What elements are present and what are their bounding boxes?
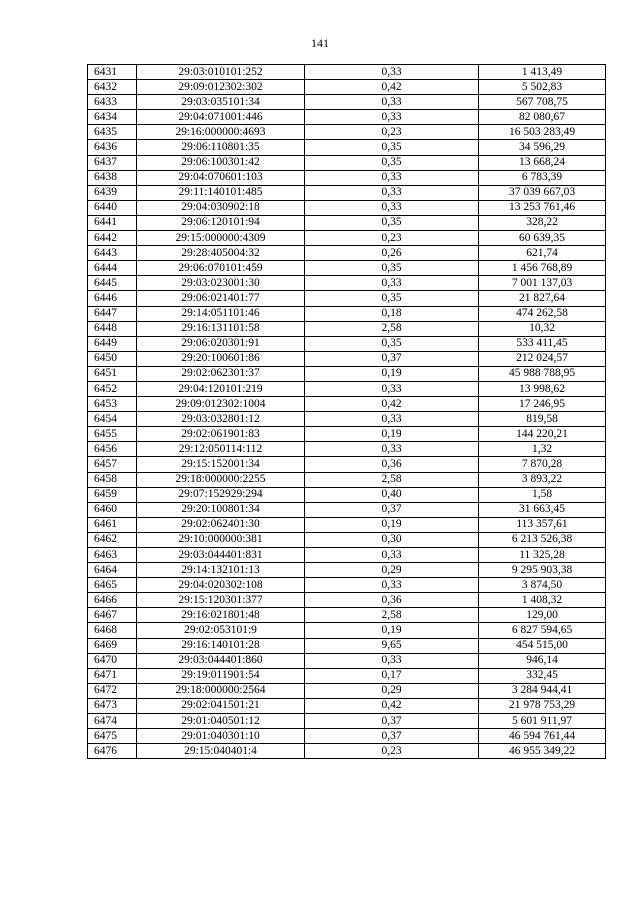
table-row — [88, 291, 606, 306]
table-row — [88, 306, 606, 321]
row-number-cell: 6472 — [88, 683, 137, 698]
cadastral-number-cell: 29:09:012302:302 — [137, 80, 305, 95]
amount-cell: 45 988 788,95 — [479, 366, 606, 381]
cadastral-number-cell: 29:01:040501:12 — [137, 714, 305, 729]
table-row — [88, 472, 606, 487]
table-row — [88, 563, 606, 578]
amount-cell: 37 039 667,03 — [479, 185, 606, 200]
table-row — [88, 276, 606, 291]
rate-cell: 0,35 — [305, 140, 479, 155]
cadastral-number-cell: 29:04:120101:219 — [137, 381, 305, 396]
cadastral-number-cell: 29:04:071001:446 — [137, 110, 305, 125]
cadastral-number-cell: 29:03:032801:12 — [137, 412, 305, 427]
row-number-cell: 6443 — [88, 246, 137, 261]
rate-cell: 0,33 — [305, 276, 479, 291]
rate-cell: 0,26 — [305, 246, 479, 261]
amount-cell: 1 408,32 — [479, 593, 606, 608]
row-number-cell: 6455 — [88, 427, 137, 442]
table-row — [88, 381, 606, 396]
rate-cell: 0,33 — [305, 548, 479, 563]
row-number-cell: 6461 — [88, 517, 137, 532]
amount-cell: 10,32 — [479, 321, 606, 336]
rate-cell: 2,58 — [305, 321, 479, 336]
rate-cell: 0,33 — [305, 185, 479, 200]
row-number-cell: 6476 — [88, 744, 137, 759]
amount-cell: 144 220,21 — [479, 427, 606, 442]
table-row — [88, 608, 606, 623]
cadastral-number-cell: 29:15:120301:377 — [137, 593, 305, 608]
rate-cell: 0,23 — [305, 744, 479, 759]
cadastral-number-cell: 29:02:062401:30 — [137, 517, 305, 532]
table-row — [88, 261, 606, 276]
row-number-cell: 6435 — [88, 125, 137, 140]
rate-cell: 0,23 — [305, 125, 479, 140]
cadastral-number-cell: 29:28:405004:32 — [137, 246, 305, 261]
amount-cell: 31 663,45 — [479, 502, 606, 517]
cadastral-number-cell: 29:16:140101:28 — [137, 638, 305, 653]
table-row — [88, 729, 606, 744]
rate-cell: 0,33 — [305, 578, 479, 593]
rate-cell: 0,37 — [305, 351, 479, 366]
cadastral-number-cell: 29:04:030902:18 — [137, 200, 305, 215]
cadastral-number-cell: 29:19:011901:54 — [137, 668, 305, 683]
row-number-cell: 6441 — [88, 215, 137, 230]
table-row — [88, 95, 606, 110]
amount-cell: 13 668,24 — [479, 155, 606, 170]
rate-cell: 0,33 — [305, 412, 479, 427]
amount-cell: 533 411,45 — [479, 336, 606, 351]
rate-cell: 0,29 — [305, 683, 479, 698]
amount-cell: 34 596,29 — [479, 140, 606, 155]
table-row — [88, 593, 606, 608]
table-row — [88, 668, 606, 683]
data-table — [87, 64, 606, 759]
amount-cell: 60 639,35 — [479, 231, 606, 246]
cadastral-number-cell: 29:03:010101:252 — [137, 65, 305, 80]
row-number-cell: 6457 — [88, 457, 137, 472]
table-row — [88, 548, 606, 563]
row-number-cell: 6446 — [88, 291, 137, 306]
table-row — [88, 336, 606, 351]
amount-cell: 621,74 — [479, 246, 606, 261]
amount-cell: 16 503 283,49 — [479, 125, 606, 140]
amount-cell: 21 978 753,29 — [479, 698, 606, 713]
cadastral-number-cell: 29:06:120101:94 — [137, 215, 305, 230]
row-number-cell: 6458 — [88, 472, 137, 487]
table-row — [88, 638, 606, 653]
amount-cell: 567 708,75 — [479, 95, 606, 110]
table-row — [88, 125, 606, 140]
cadastral-number-cell: 29:11:140101:485 — [137, 185, 305, 200]
row-number-cell: 6442 — [88, 231, 137, 246]
table-row — [88, 366, 606, 381]
amount-cell: 13 253 761,46 — [479, 200, 606, 215]
rate-cell: 0,35 — [305, 215, 479, 230]
amount-cell: 3 874,50 — [479, 578, 606, 593]
table-row — [88, 532, 606, 547]
row-number-cell: 6448 — [88, 321, 137, 336]
cadastral-number-cell: 29:04:020302:108 — [137, 578, 305, 593]
cadastral-number-cell: 29:06:021401:77 — [137, 291, 305, 306]
row-number-cell: 6464 — [88, 563, 137, 578]
cadastral-number-cell: 29:06:070101:459 — [137, 261, 305, 276]
rate-cell: 0,35 — [305, 336, 479, 351]
cadastral-number-cell: 29:20:100801:34 — [137, 502, 305, 517]
cadastral-number-cell: 29:01:040301:10 — [137, 729, 305, 744]
rate-cell: 0,37 — [305, 502, 479, 517]
row-number-cell: 6445 — [88, 276, 137, 291]
rate-cell: 0,23 — [305, 231, 479, 246]
amount-cell: 474 262,58 — [479, 306, 606, 321]
row-number-cell: 6460 — [88, 502, 137, 517]
table-row — [88, 80, 606, 95]
table-row — [88, 110, 606, 125]
cadastral-number-cell: 29:02:053101:9 — [137, 623, 305, 638]
row-number-cell: 6452 — [88, 381, 137, 396]
table-row — [88, 442, 606, 457]
row-number-cell: 6454 — [88, 412, 137, 427]
table-row — [88, 246, 606, 261]
table-row — [88, 231, 606, 246]
amount-cell: 21 827,64 — [479, 291, 606, 306]
table-row — [88, 578, 606, 593]
row-number-cell: 6450 — [88, 351, 137, 366]
rate-cell: 0,29 — [305, 563, 479, 578]
cadastral-number-cell: 29:16:000000:4693 — [137, 125, 305, 140]
table-row — [88, 457, 606, 472]
amount-cell: 946,14 — [479, 653, 606, 668]
amount-cell: 17 246,95 — [479, 397, 606, 412]
amount-cell: 11 325,28 — [479, 548, 606, 563]
rate-cell: 0,36 — [305, 593, 479, 608]
cadastral-number-cell: 29:18:000000:2255 — [137, 472, 305, 487]
rate-cell: 0,35 — [305, 155, 479, 170]
rate-cell: 0,33 — [305, 200, 479, 215]
amount-cell: 6 783,39 — [479, 170, 606, 185]
row-number-cell: 6471 — [88, 668, 137, 683]
rate-cell: 0,30 — [305, 532, 479, 547]
row-number-cell: 6473 — [88, 698, 137, 713]
cadastral-number-cell: 29:03:023001:30 — [137, 276, 305, 291]
cadastral-number-cell: 29:02:041501:21 — [137, 698, 305, 713]
rate-cell: 0,19 — [305, 623, 479, 638]
row-number-cell: 6462 — [88, 532, 137, 547]
table-row — [88, 502, 606, 517]
row-number-cell: 6459 — [88, 487, 137, 502]
table-row — [88, 698, 606, 713]
rate-cell: 0,18 — [305, 306, 479, 321]
amount-cell: 129,00 — [479, 608, 606, 623]
row-number-cell: 6440 — [88, 200, 137, 215]
rate-cell: 0,33 — [305, 95, 479, 110]
amount-cell: 5 601 911,97 — [479, 714, 606, 729]
row-number-cell: 6467 — [88, 608, 137, 623]
rate-cell: 9,65 — [305, 638, 479, 653]
cadastral-number-cell: 29:14:132101:13 — [137, 563, 305, 578]
cadastral-number-cell: 29:04:070601:103 — [137, 170, 305, 185]
row-number-cell: 6432 — [88, 80, 137, 95]
table-row — [88, 744, 606, 759]
amount-cell: 113 357,61 — [479, 517, 606, 532]
table-row — [88, 427, 606, 442]
rate-cell: 0,19 — [305, 366, 479, 381]
row-number-cell: 6469 — [88, 638, 137, 653]
amount-cell: 3 893,22 — [479, 472, 606, 487]
amount-cell: 1 456 768,89 — [479, 261, 606, 276]
amount-cell: 5 502,83 — [479, 80, 606, 95]
rate-cell: 2,58 — [305, 472, 479, 487]
row-number-cell: 6434 — [88, 110, 137, 125]
amount-cell: 46 955 349,22 — [479, 744, 606, 759]
row-number-cell: 6453 — [88, 397, 137, 412]
amount-cell: 3 284 944,41 — [479, 683, 606, 698]
amount-cell: 1 413,49 — [479, 65, 606, 80]
amount-cell: 328,22 — [479, 215, 606, 230]
cadastral-number-cell: 29:12:050114:112 — [137, 442, 305, 457]
cadastral-number-cell: 29:15:152001:34 — [137, 457, 305, 472]
amount-cell: 454 515,00 — [479, 638, 606, 653]
amount-cell: 13 998,62 — [479, 381, 606, 396]
table-row — [88, 412, 606, 427]
table-row — [88, 140, 606, 155]
amount-cell: 7 870,28 — [479, 457, 606, 472]
table-row — [88, 517, 606, 532]
row-number-cell: 6439 — [88, 185, 137, 200]
amount-cell: 1,58 — [479, 487, 606, 502]
rate-cell: 0,37 — [305, 729, 479, 744]
rate-cell: 0,35 — [305, 291, 479, 306]
cadastral-number-cell: 29:09:012302:1004 — [137, 397, 305, 412]
row-number-cell: 6433 — [88, 95, 137, 110]
row-number-cell: 6468 — [88, 623, 137, 638]
amount-cell: 6 827 594,65 — [479, 623, 606, 638]
cadastral-number-cell: 29:16:131101:58 — [137, 321, 305, 336]
row-number-cell: 6447 — [88, 306, 137, 321]
rate-cell: 0,33 — [305, 653, 479, 668]
cadastral-number-cell: 29:16:021801:48 — [137, 608, 305, 623]
table-row — [88, 215, 606, 230]
rate-cell: 0,33 — [305, 381, 479, 396]
row-number-cell: 6437 — [88, 155, 137, 170]
row-number-cell: 6436 — [88, 140, 137, 155]
row-number-cell: 6444 — [88, 261, 137, 276]
rate-cell: 0,35 — [305, 261, 479, 276]
row-number-cell: 6438 — [88, 170, 137, 185]
cadastral-number-cell: 29:15:040401:4 — [137, 744, 305, 759]
rate-cell: 0,42 — [305, 397, 479, 412]
rate-cell: 0,40 — [305, 487, 479, 502]
cadastral-number-cell: 29:02:062301:37 — [137, 366, 305, 381]
row-number-cell: 6451 — [88, 366, 137, 381]
cadastral-number-cell: 29:20:100601:86 — [137, 351, 305, 366]
cadastral-number-cell: 29:06:110801:35 — [137, 140, 305, 155]
cadastral-number-cell: 29:15:000000:4309 — [137, 231, 305, 246]
amount-cell: 9 295 903,38 — [479, 563, 606, 578]
rate-cell: 0,33 — [305, 170, 479, 185]
page-number: 141 — [311, 36, 329, 50]
rate-cell: 0,33 — [305, 442, 479, 457]
amount-cell: 82 080,67 — [479, 110, 606, 125]
cadastral-number-cell: 29:10:000000:381 — [137, 532, 305, 547]
amount-cell: 332,45 — [479, 668, 606, 683]
rate-cell: 0,33 — [305, 110, 479, 125]
rate-cell: 0,19 — [305, 427, 479, 442]
row-number-cell: 6463 — [88, 548, 137, 563]
table-row — [88, 200, 606, 215]
table-row — [88, 185, 606, 200]
table-row — [88, 170, 606, 185]
row-number-cell: 6470 — [88, 653, 137, 668]
cadastral-number-cell: 29:03:044401:831 — [137, 548, 305, 563]
cadastral-number-cell: 29:06:100301:42 — [137, 155, 305, 170]
table-row — [88, 487, 606, 502]
row-number-cell: 6431 — [88, 65, 137, 80]
cadastral-number-cell: 29:14:051101:46 — [137, 306, 305, 321]
table-row — [88, 397, 606, 412]
cadastral-number-cell: 29:07:152929:294 — [137, 487, 305, 502]
row-number-cell: 6456 — [88, 442, 137, 457]
cadastral-number-cell: 29:03:044401:860 — [137, 653, 305, 668]
rate-cell: 0,37 — [305, 714, 479, 729]
table-body — [88, 65, 606, 759]
cadastral-number-cell: 29:03:035101:34 — [137, 95, 305, 110]
row-number-cell: 6449 — [88, 336, 137, 351]
amount-cell: 819,58 — [479, 412, 606, 427]
table-row — [88, 623, 606, 638]
rate-cell: 0,42 — [305, 698, 479, 713]
cadastral-number-cell: 29:18:000000:2564 — [137, 683, 305, 698]
amount-cell: 7 001 137,03 — [479, 276, 606, 291]
amount-cell: 46 594 761,44 — [479, 729, 606, 744]
table-row — [88, 714, 606, 729]
table-row — [88, 321, 606, 336]
amount-cell: 212 024,57 — [479, 351, 606, 366]
rate-cell: 0,36 — [305, 457, 479, 472]
rate-cell: 0,17 — [305, 668, 479, 683]
row-number-cell: 6474 — [88, 714, 137, 729]
amount-cell: 6 213 526,38 — [479, 532, 606, 547]
rate-cell: 0,42 — [305, 80, 479, 95]
cadastral-number-cell: 29:06:020301:91 — [137, 336, 305, 351]
table-row — [88, 351, 606, 366]
table-row — [88, 155, 606, 170]
rate-cell: 0,33 — [305, 65, 479, 80]
amount-cell: 1,32 — [479, 442, 606, 457]
row-number-cell: 6475 — [88, 729, 137, 744]
row-number-cell: 6466 — [88, 593, 137, 608]
rate-cell: 2,58 — [305, 608, 479, 623]
table-row — [88, 65, 606, 80]
cadastral-number-cell: 29:02:061901:83 — [137, 427, 305, 442]
table-row — [88, 683, 606, 698]
row-number-cell: 6465 — [88, 578, 137, 593]
table-row — [88, 653, 606, 668]
rate-cell: 0,19 — [305, 517, 479, 532]
